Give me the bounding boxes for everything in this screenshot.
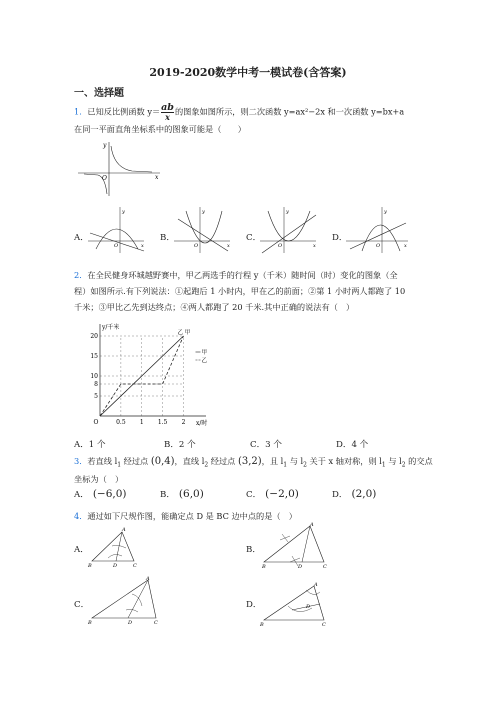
q2-legend-label: 甲	[201, 350, 207, 356]
q1-origin-label: O	[102, 175, 107, 182]
svg-text:D: D	[113, 563, 118, 569]
svg-text:C: C	[133, 563, 137, 569]
svg-text:A: A	[122, 527, 126, 533]
q3-option-a[interactable]: A． (−6,0)	[74, 488, 127, 500]
q1-axis-x-label: x	[155, 174, 159, 181]
q2-x-tick-label: 0.5	[116, 419, 126, 426]
svg-text:y: y	[384, 209, 387, 215]
svg-text:A: A	[314, 582, 318, 588]
q1-line2: 在同一平面直角坐标系中的图象可能是（ ）	[74, 124, 246, 134]
q1-line1: 1．已知反比例函数 y＝ ab x 的图象如图所示，则二次函数 y=ax²−2x 和一次函数 y=bx+a	[74, 102, 405, 122]
q2-y-tick-label: 10	[90, 373, 98, 380]
q3-number: 3．	[74, 456, 88, 466]
q4-option-b-figure	[258, 520, 338, 570]
q4-option-d-figure	[258, 578, 338, 628]
q1-option-c[interactable]: C．	[246, 233, 262, 243]
q1-option-a[interactable]: A．	[74, 233, 89, 243]
svg-text:A: A	[310, 522, 314, 528]
svg-text:B: B	[262, 564, 266, 570]
svg-text:y: y	[286, 209, 289, 215]
q2-number: 2．	[74, 270, 88, 280]
q2-x-tick-label: O	[93, 419, 99, 426]
q2-y-tick-label: 20	[90, 333, 98, 340]
svg-text:B: B	[260, 622, 264, 628]
q1-number: 1．	[74, 106, 88, 117]
q3-option-c[interactable]: C． (−2,0)	[246, 488, 299, 500]
q2-x-tick-label: 2	[181, 419, 186, 426]
q1-option-c-graph	[258, 205, 318, 255]
q3-option-d[interactable]: D． (2,0)	[332, 488, 377, 500]
svg-text:C: C	[154, 620, 158, 626]
q2-distance-time-chart	[86, 320, 226, 432]
svg-text:C: C	[323, 564, 327, 570]
svg-text:O: O	[278, 243, 283, 249]
q3-option-b[interactable]: B． (6,0)	[160, 488, 204, 500]
q4-option-d[interactable]: D．	[246, 600, 262, 610]
svg-text:x: x	[141, 243, 144, 249]
q2-y-axis-label: y/千米	[102, 324, 120, 331]
q4-option-c[interactable]: C．	[74, 600, 90, 610]
svg-text:A: A	[146, 576, 150, 582]
svg-text:x: x	[404, 243, 407, 249]
q2-line3: 千米；③甲比乙先到达终点；④两人都跑了 20 千米.其中正确的说法有（ ）	[74, 302, 355, 312]
q4-number: 4．	[74, 511, 88, 521]
q4-option-c-figure	[86, 572, 166, 628]
svg-text:D: D	[298, 564, 303, 570]
q2-option-b[interactable]: B．2 个	[164, 440, 196, 450]
q1-option-d-graph	[344, 205, 410, 255]
q2-x-tick-label: 1.5	[157, 419, 168, 426]
q2-x-tick-label: 1	[139, 419, 144, 426]
q2-legend-label: 乙	[201, 358, 207, 364]
q2-y-tick-label: 5	[94, 393, 98, 400]
q2-line1: 2．在全民健身环城越野赛中，甲乙两选手的行程 y（千米）随时间（时）变化的图象（全	[74, 270, 398, 280]
q3-line2: 坐标为（ ）	[74, 474, 124, 484]
svg-text:O: O	[376, 243, 381, 249]
q2-option-d[interactable]: D．4 个	[336, 440, 369, 450]
svg-text:C: C	[322, 622, 326, 628]
q2-option-a[interactable]: A．1 个	[74, 440, 106, 450]
q1-option-a-graph	[86, 205, 146, 255]
q2-end-point-label: 乙 甲	[177, 330, 191, 336]
q1-axis-y-label: y	[103, 142, 107, 149]
q4-option-a-figure	[86, 524, 166, 570]
q1-option-b[interactable]: B．	[160, 233, 175, 243]
q2-y-tick-label: 15	[90, 353, 98, 360]
q1-option-d[interactable]: D．	[332, 233, 348, 243]
svg-text:B: B	[88, 563, 92, 569]
q1-option-b-graph	[172, 205, 232, 255]
svg-text:B: B	[88, 620, 92, 626]
svg-text:O: O	[194, 243, 199, 249]
document-title: 2019-2020数学中考一模试卷(含答案)	[149, 66, 347, 79]
svg-text:D: D	[306, 604, 311, 610]
q2-y-tick-label: 8	[94, 381, 98, 388]
svg-text:O: O	[114, 243, 119, 249]
svg-text:D: D	[128, 620, 133, 626]
q3-line1: 3．若直线 $l_1$ 经过点 (0,4)，直线 $l_2$ 经过点 (3,2)，且 $l_1$ 与 $l_2$ 关于 x 轴对称，则 $l_1$ 与 $l_2$ 的交点	[74, 456, 433, 469]
q1-hyperbola-graph	[74, 138, 164, 198]
svg-text:x: x	[313, 243, 316, 249]
q2-x-axis-label: x/时	[196, 420, 208, 427]
q4-option-a[interactable]: A．	[74, 545, 89, 555]
svg-text:x: x	[227, 243, 230, 249]
svg-text:y: y	[122, 209, 125, 215]
q4-option-b[interactable]: B．	[246, 545, 261, 555]
q2-line2: 程）如图所示.有下列说法：①起跑后 1 小时内，甲在乙的前面；②第 1 小时两人都跑了 10	[74, 286, 406, 296]
q4-line1: 4．通过如下尺规作图，能确定点 D 是 BC 边中点的是（ ）	[74, 511, 297, 521]
q2-option-c[interactable]: C．3 个	[250, 440, 282, 450]
svg-text:y: y	[202, 209, 205, 215]
section-title: 一、选择题	[74, 88, 124, 99]
